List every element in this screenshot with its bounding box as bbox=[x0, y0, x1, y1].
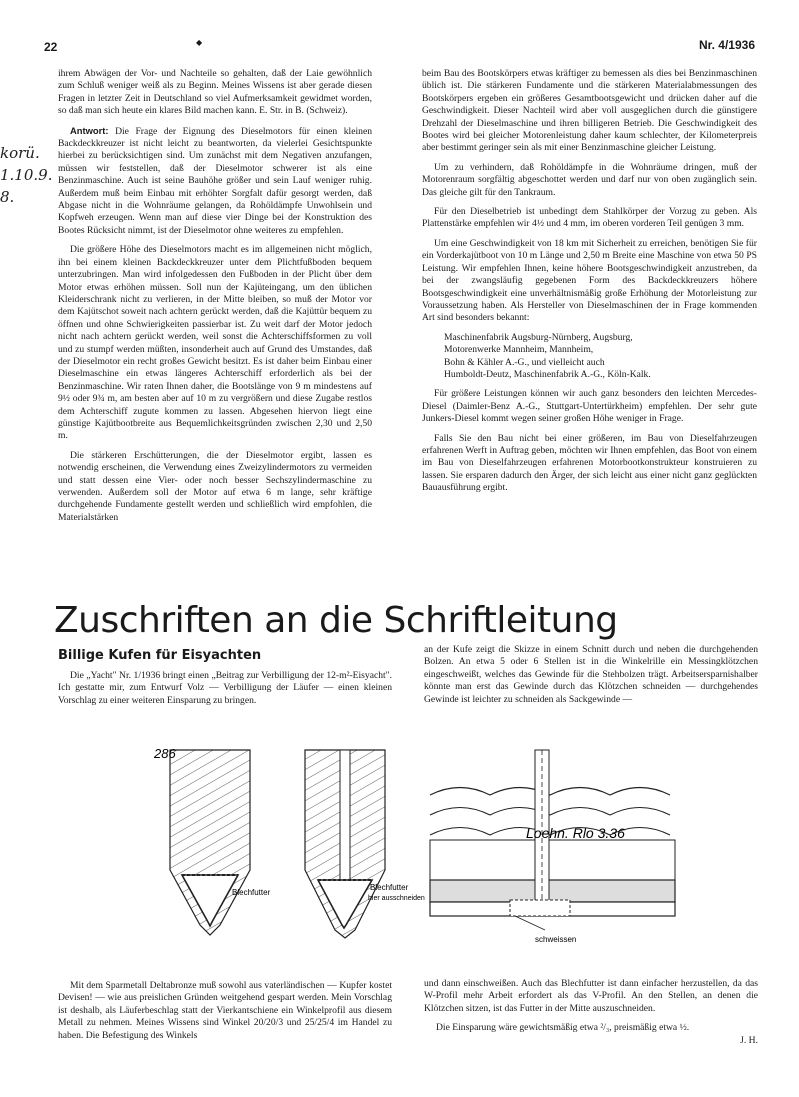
paragraph: beim Bau des Bootskörpers etwas kräftiger zu bemessen als dies bei Benzinmaschinen üblich ist. Die stärkeren Fundamente und die stärkeren Materialabmessungen des Bootskörpers ergeben ein größeres Gesamtbootsgewicht und drücken daher auf die Geschwindigkeit. Dieser Nachteil wird aber voll ausgeglichen durch die günstigere Drehzahl der Dieselmaschine und ihren billigeren Betrieb. Die Geschwindigkeit des Bootes wird bei gleicher Motorenleistung daher kaum schlechter, der Kilometerpreis aber bestimmt geringer sein als mit einer Benzinmaschine gleicher Leistung. bbox=[422, 68, 757, 154]
handwritten-margin-note: korü. 1.10.9. 8. bbox=[0, 144, 53, 206]
section-title: Zuschriften an die Schriftleitung bbox=[54, 600, 618, 641]
author-signature: J. H. bbox=[740, 1034, 758, 1046]
sketch-section-view bbox=[430, 750, 675, 944]
reader-signature: E. Str. in B. (Schweiz). bbox=[259, 105, 348, 117]
column-bottom-right bbox=[424, 978, 758, 1054]
paragraph: Um eine Geschwindigkeit von 18 km mit Sicherheit zu erreichen, benötigen Sie für ein Vorderkajütboot von 10 m Länge und 2,50 m Breite eine Maschine von etwa 50 PS Leistung. Wir empfehlen Ihnen, keine höhere Bootsgeschwindigkeit anzustreben, da bei der zwangsläufig gegebenen Form des Backdeckkreuzers höhere Bootsgeschwindigkeit eine unverhältnismäßig große Erhöhung der Motorleistung zur Voraussetzung haben. Als Hersteller von Dieselmaschinen der in Frage kommenden Art sind besonders bekannt: bbox=[422, 237, 757, 324]
sketch-w-profile bbox=[305, 750, 425, 938]
label-blechfutter: Blechfutter bbox=[370, 883, 409, 892]
paragraph: Für den Dieselbetrieb ist unbedingt dem Stahlkörper der Vorzug zu geben. Als Plattenstärke empfehlen wir 4½ und 4 mm, im oberen vorderen Teil genügen 3 mm. bbox=[422, 206, 757, 230]
paragraph: Antwort: Die Frage der Eignung des Dieselmotors für einen kleinen Backdeckkreuzer ist nicht leicht zu beantworten, da vielerlei Gesichtspunkte hierbei zu berücksichtigen sind. Um zunächst mit dem Negativen anzufangen, müssen wir feststellen, daß der Dieselmotor schwerer ist als eine Benzinmaschine. Auch ist seine Bauhöhe größer und sein Lauf weniger ruhig. Außerdem muß beim Einbau mit erhöhter Sorgfalt dafür gesorgt werden, daß Abgase nicht in die Wohnräume gelangen, da Rohöldämpfe Unwohlsein und Kopfweh erzeugen. Wenn man auf diese vier Dinge bei der Konstruktion des Bootes Rücksicht nimmt, ist der Dieselmotor ohne weiteres zu empfehlen. bbox=[58, 124, 372, 236]
handwritten-figure-mark: 286 bbox=[154, 746, 176, 761]
manufacturer-list bbox=[444, 332, 757, 382]
paragraph: Um zu verhindern, daß Rohöldämpfe in die Wohnräume dringen, muß der Motorenraum sorgfältig abgeschottet werden und darf nur von oben zugänglich sein. Das gleiche gilt für den Tankraum. bbox=[422, 161, 757, 198]
column-right-top bbox=[422, 68, 757, 502]
list-item: Maschinenfabrik Augsburg-Nürnberg, Augsburg, bbox=[444, 331, 633, 343]
list-item: Motorenwerke Mannheim, Mannheim, bbox=[444, 344, 594, 356]
paragraph: Die Einsparung wäre gewichtsmäßig etwa ²/₃, preismäßig etwa ½. J. H. bbox=[424, 1022, 758, 1047]
column-right-intro bbox=[424, 644, 758, 713]
print-mark: ◆ bbox=[196, 38, 203, 47]
article-subtitle: Billige Kufen für Eisyachten bbox=[58, 648, 262, 663]
list-item: Bohn & Kähler A.-G., und vielleicht auch bbox=[444, 356, 605, 368]
paragraph: Die stärkeren Erschütterungen, die der Dieselmotor ergibt, lassen es notwendig erscheinen, die Verwendung eines Zweizylindermotors zu vermeiden und statt dessen eine Vier- oder noch besser Sechszylindermaschine zu verwenden. Außerdem soll der Motor auf etwa 6 m lange, sehr kräftige durchgehende Fundamente gestellt werden und schließlich wird empfohlen, die Materialstärken bbox=[58, 449, 372, 523]
paragraph: Mit dem Sparmetall Deltabronze muß sowohl aus vaterländischen — Kupfer kostet Devisen! — wie aus preislichen Gründen weitgehend gespart werden. Mein Vorschlag ist deshalb, als Läuferbeschlag statt der Vierkantschiene ein Winkelprofil aus diesem Metall zu nehmen. Meines Wissens sind Winkel 20/20/3 und 25/25/4 im Handel zu haben. Die Befestigung des Winkels bbox=[58, 980, 392, 1041]
paragraph: und dann einschweißen. Auch das Blechfutter ist dann einfacher herzustellen, da das W-Profil mehr Arbeit erfordert als das V-Profil. An den Stellen, an denen die Klötzchen sitzen, ist das Futter in der Mitte auszuschneiden. bbox=[424, 978, 758, 1014]
handwritten-note: Loehn. Rlo 3.36 bbox=[526, 825, 625, 841]
list-item: Humboldt-Deutz, Maschinenfabrik A.-G., Köln-Kalk. bbox=[444, 368, 651, 380]
issue-number: Nr. 4/1936 bbox=[698, 38, 755, 52]
label-schweissen: schweissen bbox=[535, 935, 577, 944]
paragraph: ihrem Abwägen der Vor- und Nachteile so gehalten, daß der Laie gewöhnlich zum Schluß weniger weiß als zu Beginn. Meines Wissens ist aber gerade diesen Fragen in letzter Zeit in Deutschland so viel Aufmerksamkeit gewidmet worden, so daß man sich heute ein klares Bild machen kann. E. Str. in B. (Schweiz). bbox=[58, 68, 372, 117]
paragraph: Die „Yacht" Nr. 1/1936 bringt einen „Beitrag zur Verbilligung der 12-m²-Eisyacht". Ich gestatte mir, zum Entwurf Volz — Verbilligung der Läufer — einen kleinen Vorschlag zu einer weiteren Einsparung zu bringen. bbox=[58, 670, 392, 706]
page-number: 22 bbox=[44, 40, 58, 54]
column-left-top bbox=[58, 68, 372, 531]
paragraph: Für größere Leistungen können wir auch ganz besonders den leichten Mercedes-Diesel (Daimler-Benz A.-G., Stuttgart-Untertürkheim) empfehlen. Der sehr gute Junkers-Diesel kommt wegen seiner großen Höhe weniger in Frage. bbox=[422, 388, 757, 425]
label-blechfutter: Blechfutter bbox=[232, 888, 271, 897]
answer-label: Antwort: bbox=[70, 124, 109, 136]
paragraph: Falls Sie den Bau nicht bei einer größeren, im Bau von Dieselfahrzeugen erfahrenen Werft in Auftrag geben, möchten wir Ihnen empfehlen, das Boot von einem im Bau von Dieselfahrzeugen erfahrenen Motorbootkonstrukteur konstruieren zu lassen. Sie ersparen dadurch den Ärger, der sich leicht aus einer nicht ganz geglückten Bauausführung ergibt. bbox=[422, 432, 757, 494]
runner-sketch-figure bbox=[140, 740, 700, 970]
paragraph: Die größere Höhe des Dieselmotors macht es im allgemeinen nicht möglich, ihn bei einem kleinen Backdeckkreuzer unter dem Plichtfußboden bequem unterzubringen. Man wird infolgedessen den Fußboden in der Plicht über dem Motor etwas erhöhen müssen. Soll nun der Kajüteingang, um den üblichen Kleiderschrank nicht zu verlieren, in der Mitte bleiben, so muß der Motor vor dem Kajütschot soweit nach achtern gerückt werden, daß die Kajüttür bequem zu öffnen und ohne Schwierigkeiten passierbar ist. Zu weit darf der Motor jedoch nicht nach achtern gerückt werden, weil sonst die Achterschiffsformen zu voll und zu stumpf werden müßten, insonderheit auch auf Grund des Umstandes, daß der Dieselmotor ein recht großes Gewicht besitzt. Es ist daher beim Einbau einer Dieselmaschine ein etwas längeres Achterschiff erforderlich als bei der Benzinmaschine. Wir raten Ihnen daher, die Bootslänge von 9 m mindestens auf 9½ oder 9¾ m, am besten aber auf 10 m zu vergrößern und diese Zugabe restlos dem Achterschiff zugute kommen zu lassen. Abgesehen hiervon liegt eine günstige Kajütbootbreite aus Bequemlichkeitsgründen zwischen 2,30 und 2,50 m. bbox=[58, 244, 372, 442]
column-intro bbox=[58, 670, 392, 714]
label-hier-ausschneiden: hier ausschneiden bbox=[368, 895, 425, 902]
sketch-v-profile bbox=[153, 746, 271, 935]
paragraph: an der Kufe zeigt die Skizze in einem Schnitt durch und neben die durchgehenden Bolzen. An etwa 5 oder 6 Stellen ist in die Winkelrille ein Messingklötzchen eingeschweißt, welches das Gewinde für die Stehbolzen trägt. Arbeitsersparnishalber könnte man erst das Gewinde durch das Klötzchen schneiden — durchgehendes Gewinde ist leichter zu schneiden als Sackgewinde — bbox=[424, 644, 758, 705]
column-bottom-left bbox=[58, 980, 392, 1049]
